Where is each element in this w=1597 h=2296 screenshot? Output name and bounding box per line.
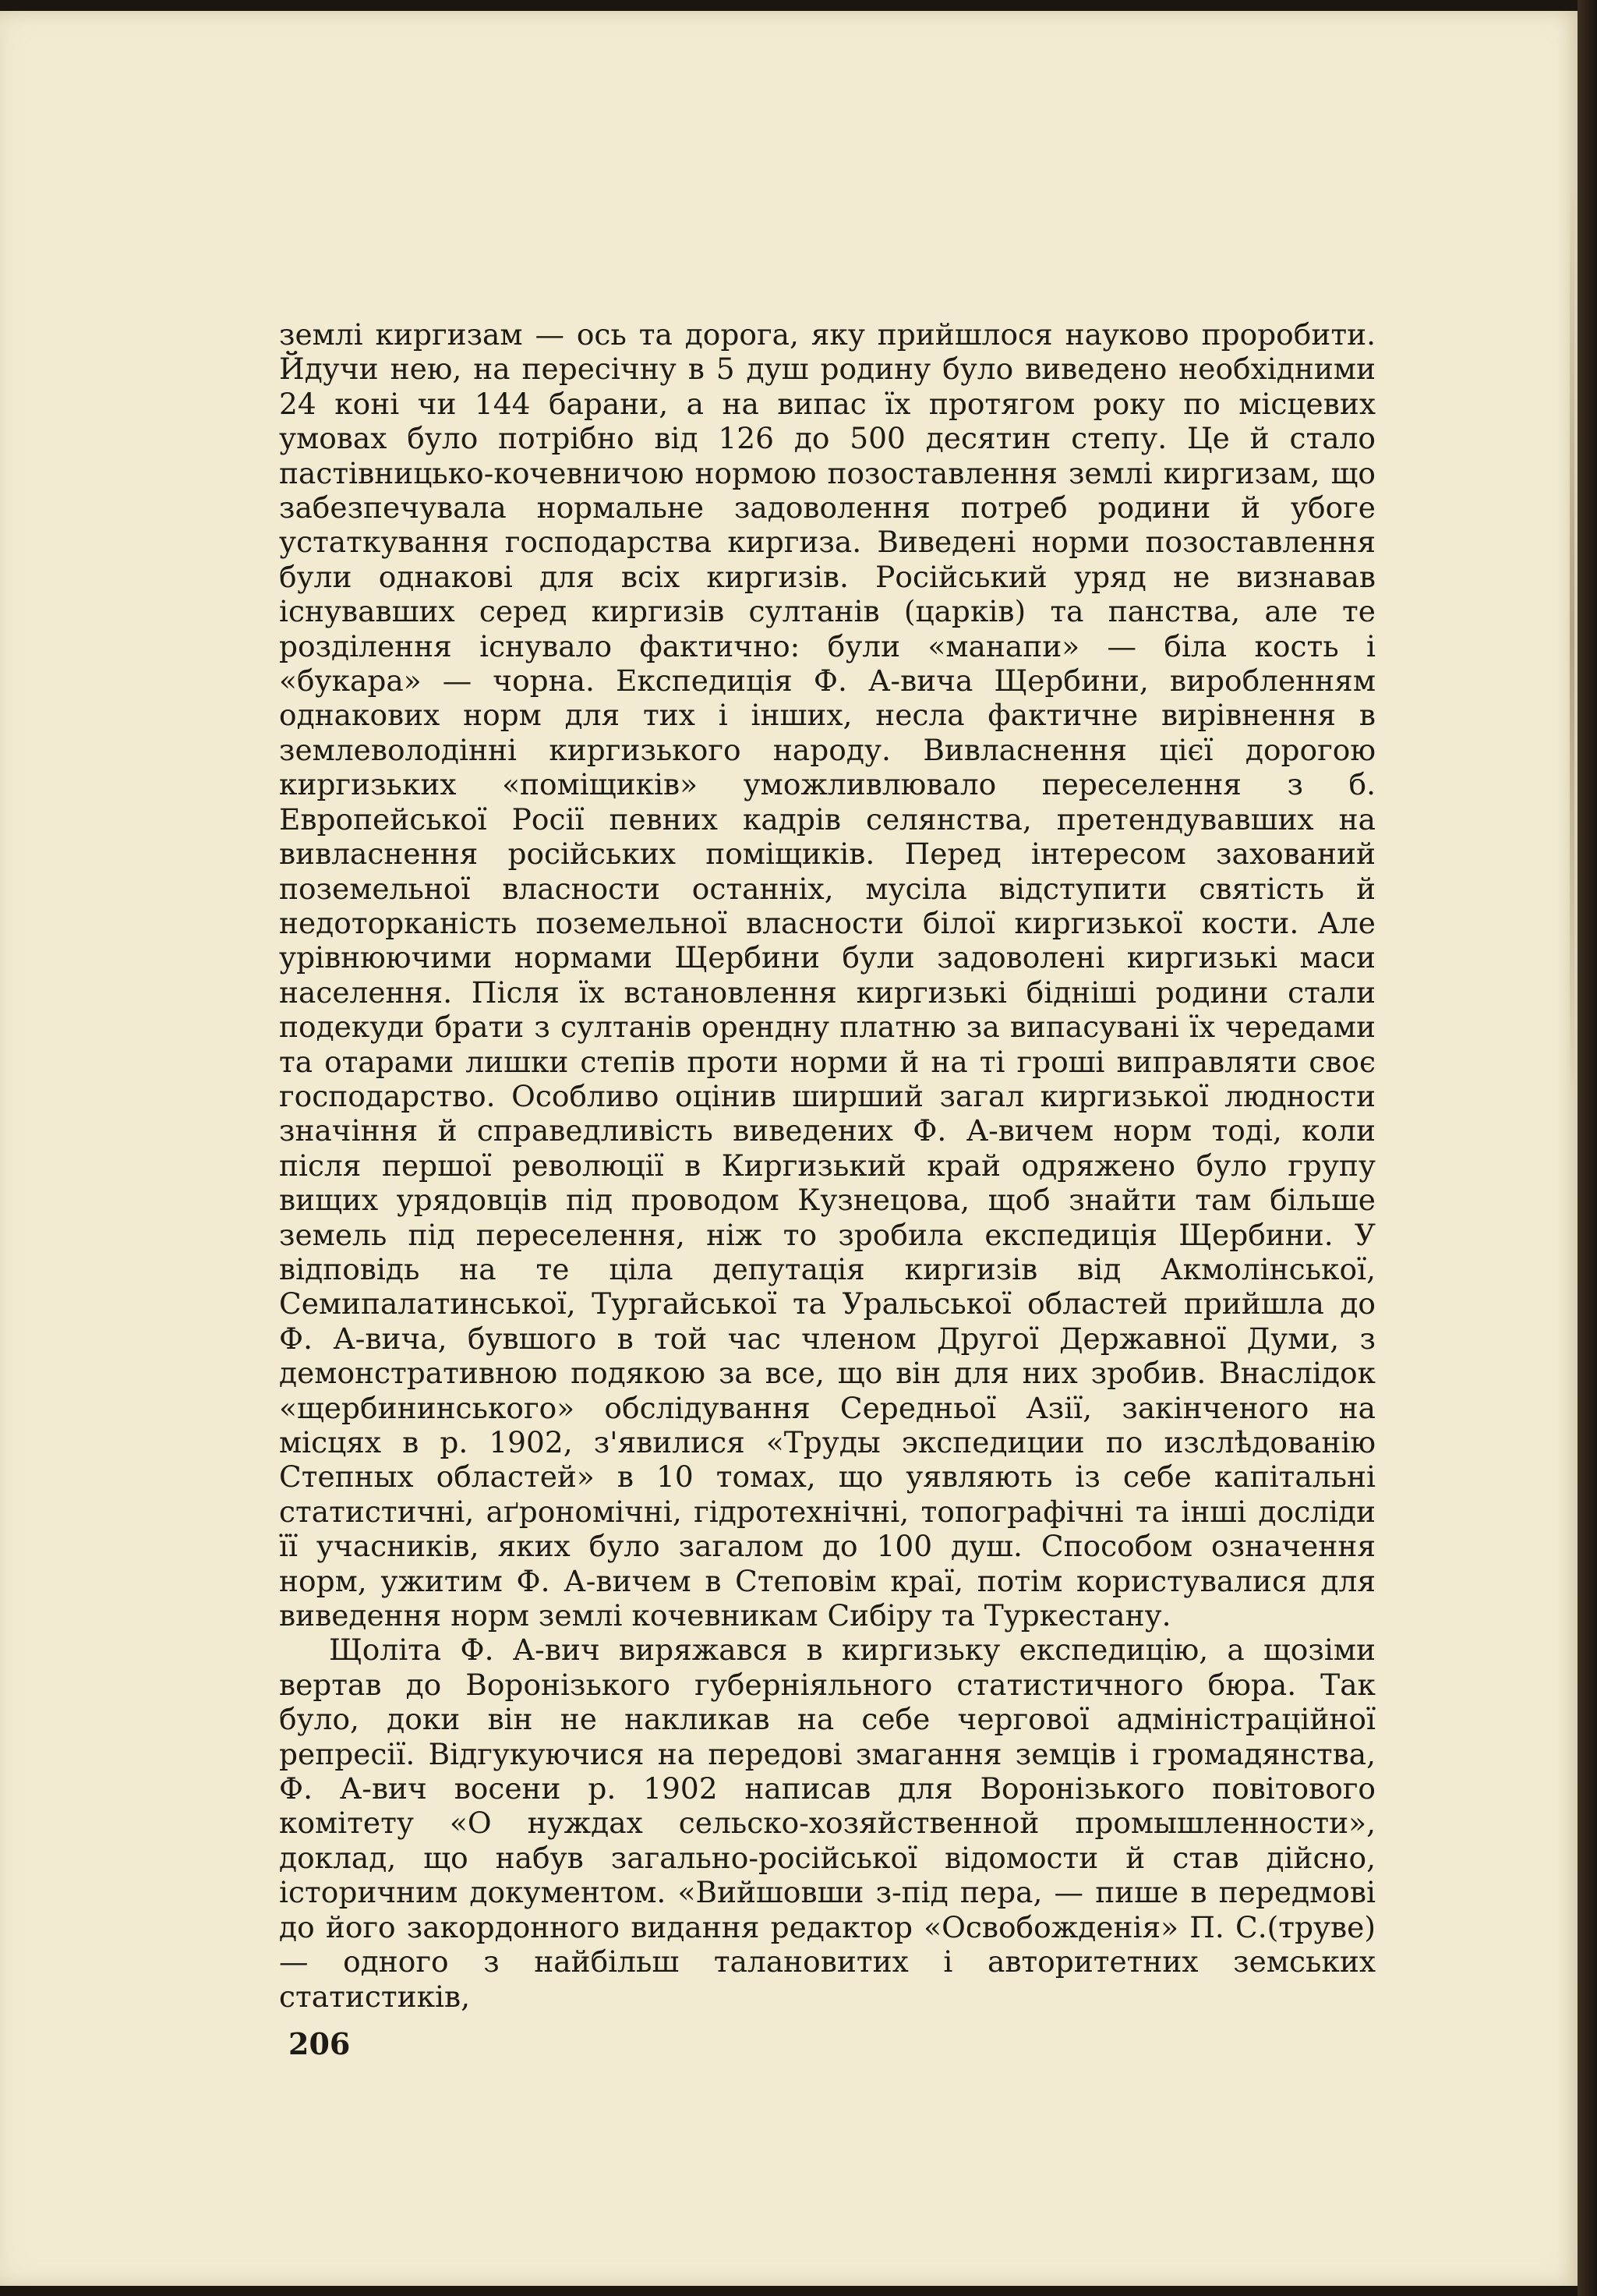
page-number: 206 [288,2026,351,2061]
paragraph-2: Щоліта Ф. А-вич виряжався в киргизьку експедицію, а щозіми вертав до Воронізького губерніяльного статистичного бюра. Так було, доки він не накликав на себе чергової адміністраційної репресії. Відгукуючися на передові змагання земців і громадянства, Ф. А-вич восени р. 1902 написав для Воронізького повітового комітету «О нуждах сельско-хозяйственной промышленности», доклад, що набув загально-російської відомости й став дійсно, історичним документом. «Вийшовши з-під пера, — пише в передмові до його закордонного видання редактор «Освобожденія» П. С.(труве) — одного з найбільш талановитих і авторитетних земських статистиків, [279,1633,1376,2014]
body-text [279,317,1376,2014]
paragraph-1: землі киргизам — ось та дорога, яку прийшлося науково проробити. Йдучи нею, на пересічну в 5 душ родину було виведено необхідними 24 коні чи 144 барани, а на випас їх протягом року по місцевих умовах було потрібно від 126 до 500 десятин степу. Це й стало пастівницько-кочевничою нормою позоставлення землі киргизам, що забезпечувала нормальне задоволення потреб родини й убоге устаткування господарства киргиза. Виведені норми позоставлення були однакові для всіх киргизів. Російський уряд не визнавав існувавших серед киргизів султанів (царків) та панства, але те розділення існувало фактично: були «манапи» — біла кость і «букара» — чорна. Експедиція Ф. А-вича Щербини, виробленням однакових норм для тих і інших, несла фактичне вирівнення в землеволодінні киргизького народу. Вивласнення цієї дорогою киргизьких «поміщиків» уможливлювало переселення з б. Европейської Росії певних кадрів селянства, претендувавших на вивласнення російських поміщиків. Перед інтересом захований поземельної власности останніх, мусіла відступити святість й недоторканість поземельної власности білої киргизької кости. Але урівнюючими нормами Щербини були задоволені киргизькі маси населення. Після їх встановлення киргизькі бідніші родини стали подекуди брати з султанів орендну платню за випасувані їх чередами та отарами лишки степів проти норми й на ті гроші виправляти своє господарство. Особливо оцінив ширший загал киргизької людности значіння й справедливість виведених Ф. А-вичем норм тоді, коли після першої революції в Киргизький край одряжено було групу вищих урядовців під проводом Кузнецова, щоб знайти там більше земель під переселення, ніж то зробила експедиція Щербини. У відповідь на те ціла депутація киргизів від Акмолінської, Семипалатинської, Тургайської та Уральської областей прийшла до Ф. А-вича, бувшого в той час членом Другої Державної Думи, з демонстративною подякою за все, що він для них зробив. Внаслідок «щербининського» обслідування Середньої Азії, закінченого на місцях в р. 1902, з'явилися «Труды экспедиции по изслѣдованію Степных областей» в 10 томах, що уявляють із себе капітальні статистичні, аґрономічні, гідротехнічні, топографічні та інші досліди її учасників, яких було загалом до 100 душ. Способом означення норм, ужитим Ф. А-вичем в Степовім краї, потім користувалися для виведення норм землі кочевникам Сибіру та Туркестану. [279,317,1376,1633]
page-edge-shadow [1570,179,1574,1099]
book-page [0,11,1578,2286]
scan-border [1578,0,1597,2296]
